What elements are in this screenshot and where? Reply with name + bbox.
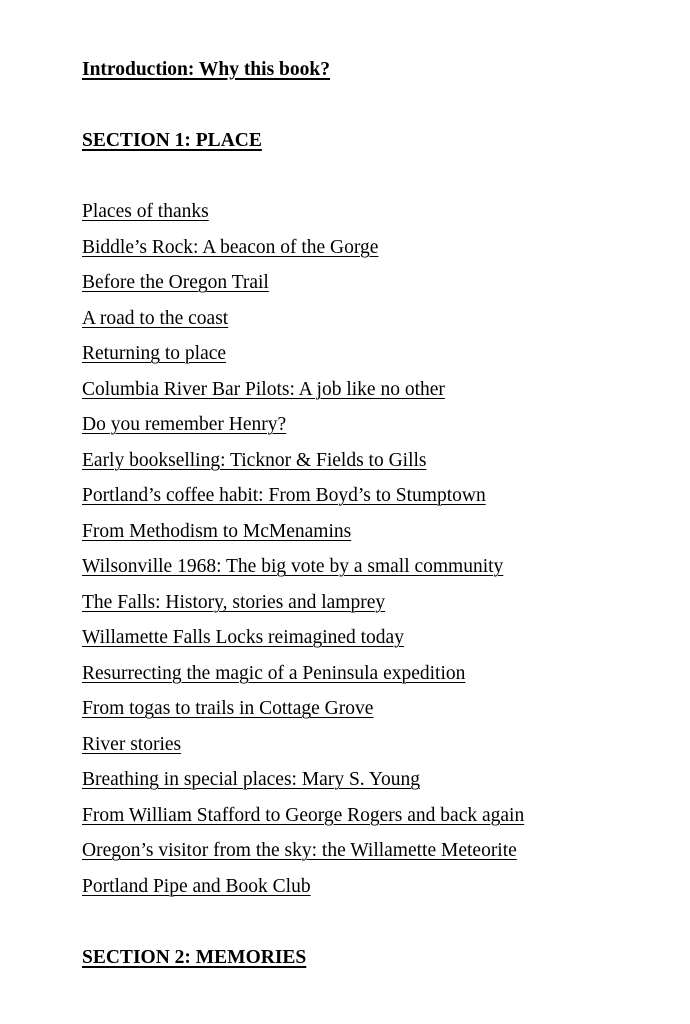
toc-entry: Resurrecting the magic of a Peninsula expedition: [82, 662, 466, 684]
toc-entry: River stories: [82, 733, 182, 755]
toc-entry: The Falls: History, stories and lamprey: [82, 591, 386, 613]
toc-entry: Places of thanks: [82, 201, 209, 222]
toc-entry: From togas to trails in Cottage Grove: [82, 698, 374, 719]
toc-entry: Returning to place: [82, 343, 227, 364]
toc-entry: Breathing in special places: Mary S. Young: [82, 769, 420, 790]
toc-entry: Columbia River Bar Pilots: A job like no other: [82, 378, 445, 400]
toc-entry: Portland’s coffee habit: From Boyd’s to Stumptown: [82, 485, 486, 506]
toc-entry: Wilsonville 1968: The big vote by a small community: [82, 556, 504, 577]
section-2-heading: SECTION 2: MEMORIES: [82, 946, 307, 968]
spacer: [82, 88, 660, 124]
toc-entry: Before the Oregon Trail: [82, 272, 269, 293]
toc-entry: Portland Pipe and Book Club: [82, 875, 311, 897]
spacer: [82, 159, 660, 195]
toc-entry: From Methodism to McMenamins: [82, 520, 352, 542]
document-intro-heading: Introduction: Why this book?: [82, 59, 330, 80]
toc-entry: From William Stafford to George Rogers and back again: [82, 804, 525, 826]
spacer: [82, 904, 660, 940]
toc-entry: Willamette Falls Locks reimagined today: [82, 627, 404, 648]
toc-entry: A road to the coast: [82, 307, 229, 329]
toc-entry: Biddle’s Rock: A beacon of the Gorge: [82, 236, 379, 258]
toc-entry: Oregon’s visitor from the sky: the Willamette Meteorite: [82, 840, 517, 861]
toc-entry: Early bookselling: Ticknor & Fields to Gills: [82, 449, 427, 471]
toc-entry: Do you remember Henry?: [82, 414, 287, 435]
section-1-heading: SECTION 1: PLACE: [82, 130, 262, 151]
section-1-chapter-list: [82, 194, 660, 904]
